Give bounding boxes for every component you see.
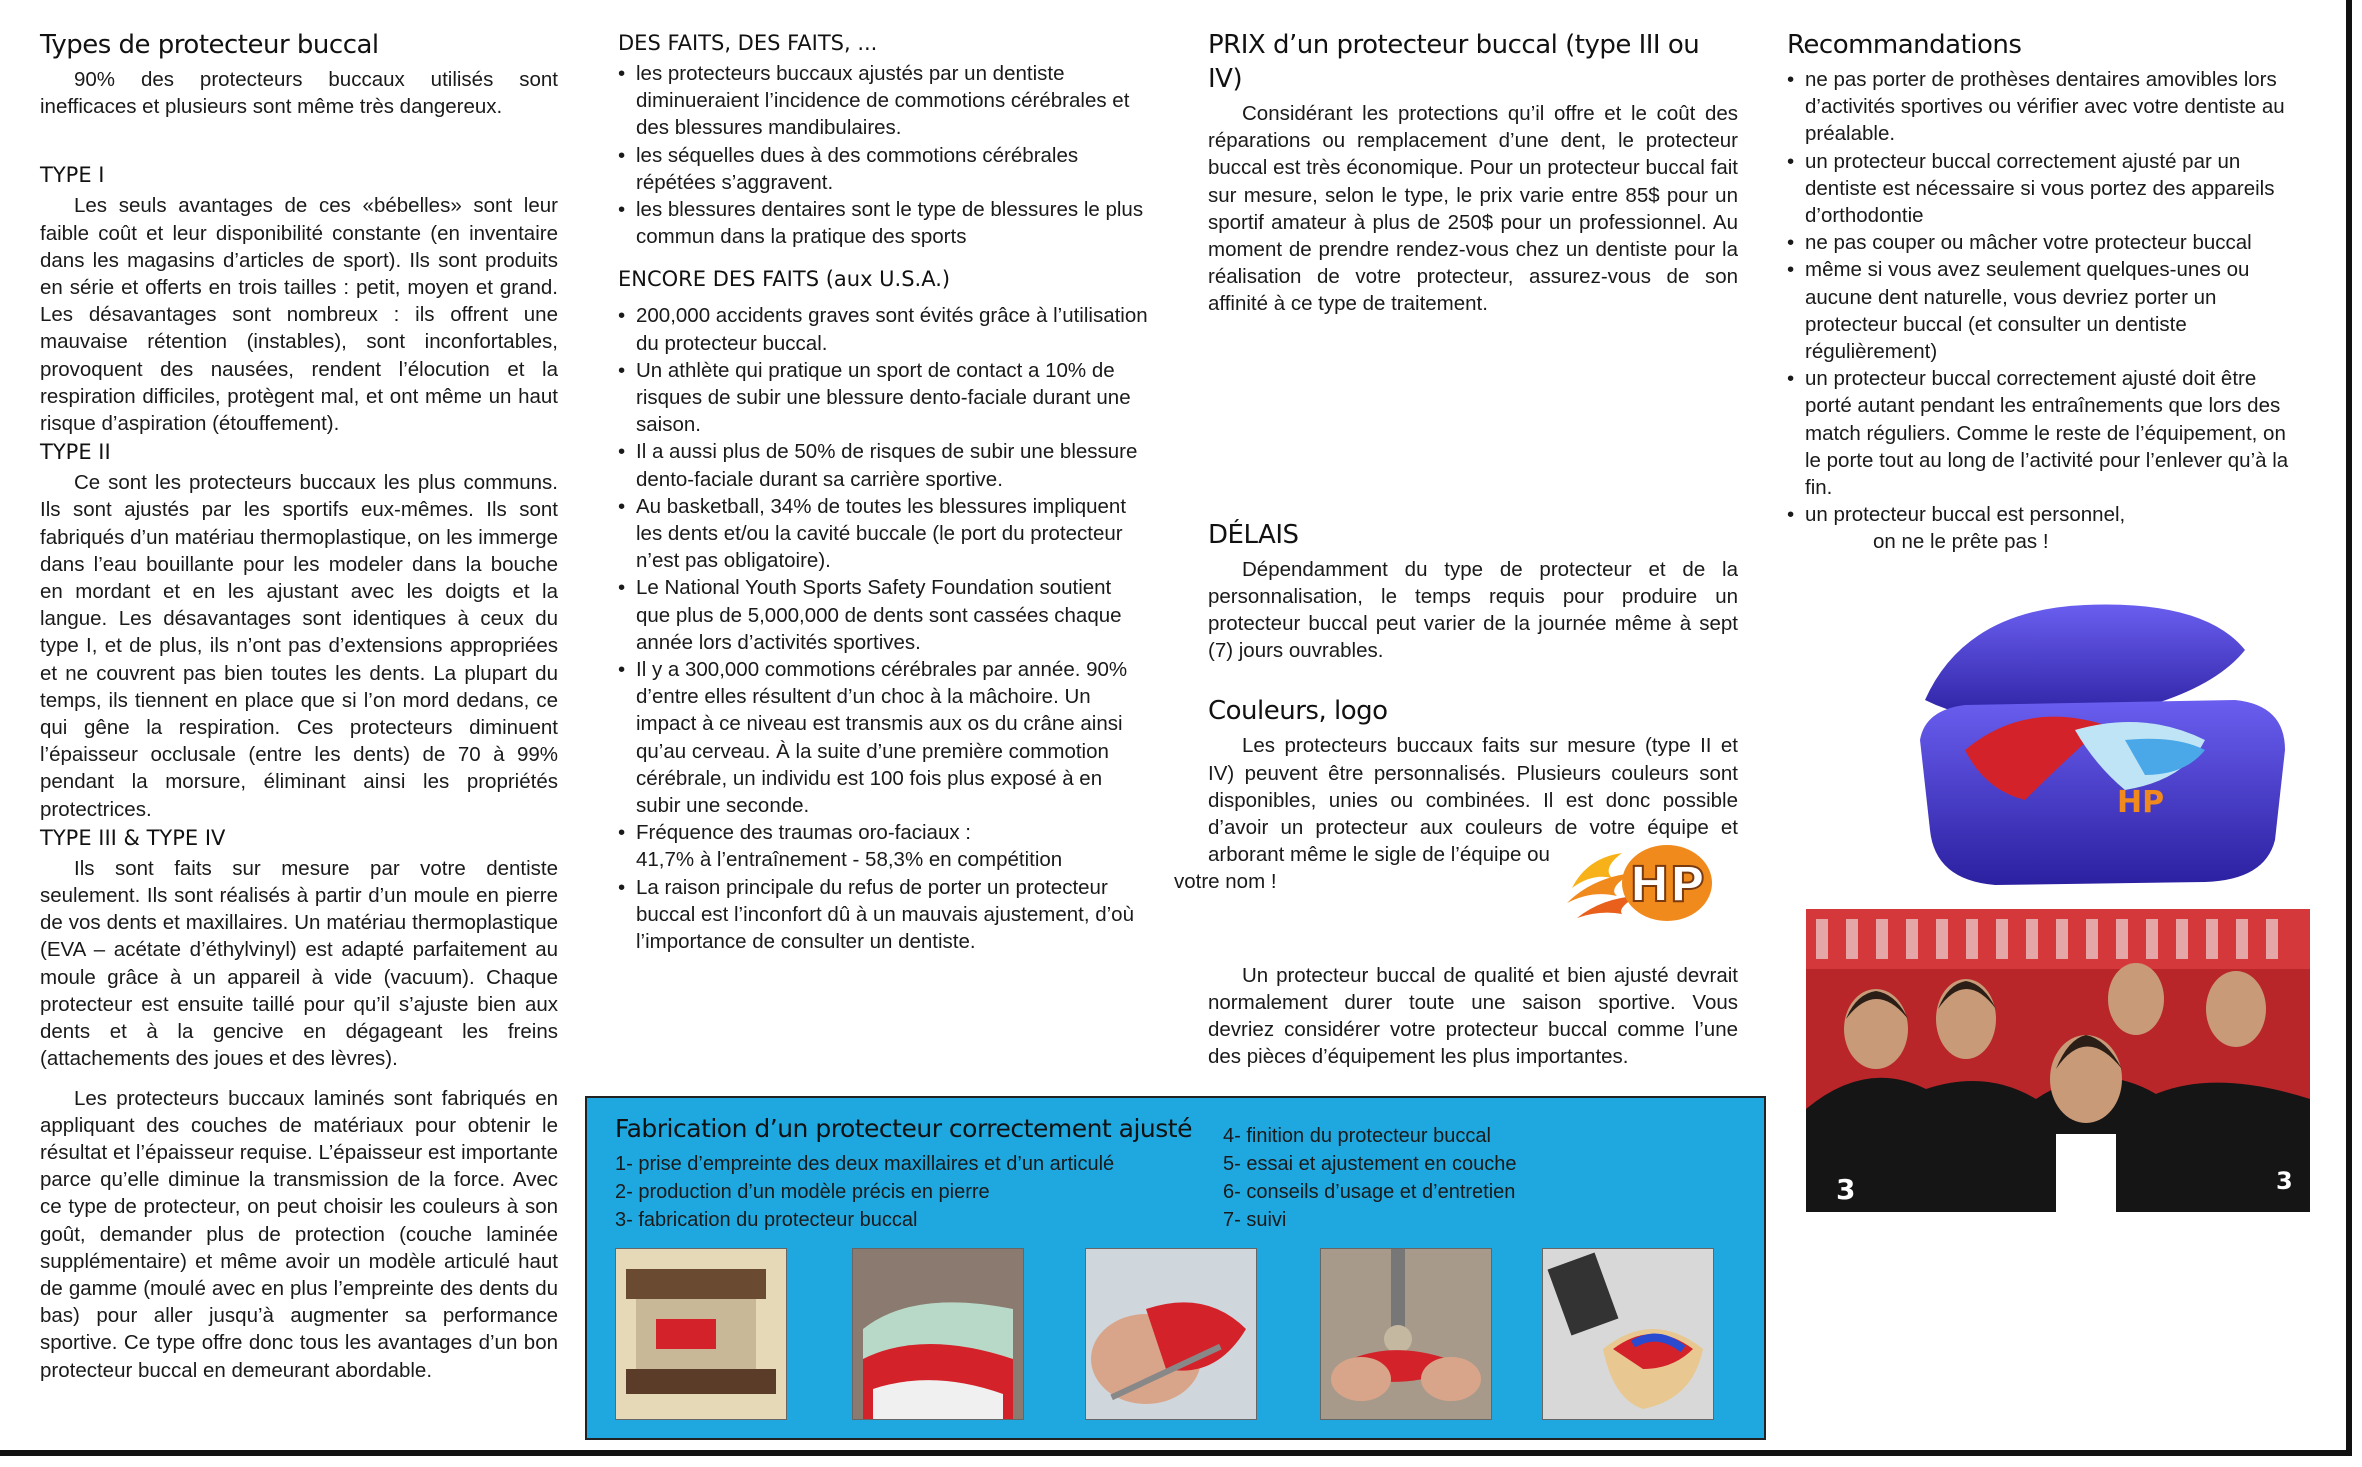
case-logo: HP (2117, 785, 2165, 820)
steps-left (615, 1150, 1114, 1234)
step-item: 6- conseils d’usage et d’entretien (1223, 1181, 1516, 1203)
type34-text-1: Ils sont faits sur mesure par votre dentiste seulement. Ils sont réalisés à partir d’un moule en pierre de vos dents et maxillaires. Un matériau thermoplastique (EVA – acétate d’éthylvinyl) est adapté parfaitement au moule grâce à un appareil à vide (vacuum). Chaque protecteur est ensuite taillé pour qu’il s’ajuste bien aux dents et à la gencive en dégageant les freins (attachements des joues et des lèvres). (40, 856, 558, 1071)
delais-title: DÉLAIS (1208, 519, 1299, 550)
type1-text: Les seuls avantages de ces «bébelles» sont leur faible coût et leur disponibilité constante (en inventaire dans les magasins d’articles de sport). Ils sont produits en série et offerts en trois tailles : petit, moyen et grand. Les désavantages sont nombreux : ils offrent une mauvaise rétention (instables), sont inconfortables, provoquent des nausées, rendent l’élocution et la respiration difficiles, protègent mal, et ont même un haut risque d’aspiration (étouffement). (40, 194, 558, 436)
closing-text: Un protecteur buccal de qualité et bien ajusté devrait normalement durer toute une saison sportive. Vous devriez considérer votre protecteur buccal comme l’une des pièces d’équipement les plus importantes. (1208, 963, 1738, 1069)
svg-text:3: 3 (2276, 1167, 2293, 1195)
logo-text: HP (1629, 857, 1705, 913)
photo-trimming (1085, 1248, 1257, 1420)
photo-stone-model (852, 1248, 1024, 1420)
delais-text: Dépendamment du type de protecteur et de la personnalisation, le temps requis pour produire un protecteur buccal peut varier de la journée même à sept (7) jours ouvrables. (1208, 557, 1738, 663)
step-item: 4- finition du protecteur buccal (1223, 1125, 1491, 1147)
list-item: • les blessures dentaires sont le type de blessures le plus commun dans la pratique des sports (618, 196, 1148, 250)
list-item: • même si vous avez seulement quelques-unes ou aucune dent naturelle, vous devriez porter un protecteur buccal (et consulter un dentiste régulièrement) (1787, 256, 2297, 365)
recommandations-title: Recommandations (1787, 30, 2022, 60)
last-line: on ne le prête pas ! (1873, 530, 2049, 554)
list-item: • les protecteurs buccaux ajustés par un dentiste diminueraient l’incidence de commotions cérébrales et des blessures mandibulaires. (618, 60, 1148, 142)
list-item: • Au basketball, 34% de toutes les blessures impliquent les dents et/ou la cavité buccale (le port du protecteur n’est pas obligatoire). (618, 493, 1148, 575)
couleurs-text-end: votre nom ! (1174, 870, 1277, 894)
types-intro: 90% des protecteurs buccaux utilisés sont inefficaces et plusieurs sont même très dangereux. (40, 68, 558, 119)
photo-vacuum-machine (615, 1248, 787, 1420)
type34-heading: TYPE III & TYPE IV (40, 825, 226, 850)
encore-faits-title: ENCORE DES FAITS (aux U.S.A.) (618, 267, 951, 292)
step-item: 7- suivi (1223, 1209, 1287, 1231)
types-title: Types de protecteur buccal (40, 30, 379, 60)
prix-title: PRIX d’un protecteur buccal (type III ou IV) (1208, 30, 1700, 94)
list-item: • Il a aussi plus de 50% de risques de subir une blessure dento-faciale durant sa carrière sportive. (618, 438, 1148, 492)
faits-list (618, 60, 1148, 250)
column-types (40, 28, 558, 1384)
list-item: • les séquelles dues à des commotions cérébrales répétées s’aggravent. (618, 142, 1148, 196)
step-item: 1- prise d’empreinte des deux maxillaires et d’un articulé (615, 1153, 1115, 1175)
column-recommandations (1787, 28, 2297, 556)
list-item: • Il y a 300,000 commotions cérébrales par année. 90% d’entre elles résultent d’un choc à la mâchoire. Un impact à ce niveau est transmis aux os du crâne ainsi qu’au cerveau. À la suite d’une première commotion cérébrale, un individu est 100 fois plus exposé à en subir une seconde. (618, 656, 1148, 819)
steps-right (1223, 1122, 1517, 1234)
type34-text-2: Les protecteurs buccaux laminés sont fabriqués en appliquant des couches de matériaux pour obtenir le résultat et l’épaisseur requise. L’épaisseur est importante parce qu’elle diminue la transmission de la force. Avec ce type de protecteur, on peut choisir les couleurs à son goût, demander plus de protection (couche laminée supplémentaire) et même avoir un modèle articulé haut de gamme (moulé avec en plus l’empreinte des dents du bas) pour aller jusqu’à augmenter sa performance sportive. Ce type offre donc tous les avantages d’un bon protecteur buccal en demeurant abordable. (40, 1086, 558, 1382)
list-item (618, 819, 1148, 873)
recommandations-list (1787, 66, 2297, 528)
step-item: 5- essai et ajustement en couche (1223, 1153, 1517, 1175)
step-item: 3- fabrication du protecteur buccal (615, 1209, 918, 1231)
list-item: • 200,000 accidents graves sont évités grâce à l’utilisation du protecteur buccal. (618, 302, 1148, 356)
list-item: • La raison principale du refus de porter un protecteur buccal est l’inconfort dû à un mauvais ajustement, d’où l’importance de consulter un dentiste. (618, 874, 1148, 956)
photo-finishing (1320, 1248, 1492, 1420)
prix-text: Considérant les protections qu’il offre et le coût des réparations ou remplacement d’une dent, le protecteur buccal est très économique. Pour un protecteur buccal fait sur mesure, selon le type, le prix varie entre 85$ pour un sportif amateur à plus de 250$ pour un professionnel. Au moment de prendre rendez-vous chez un dentiste pour la réalisation de votre protecteur, assurez-vous de son affinité à ce type de traitement. (1208, 102, 1738, 316)
list-item: • un protecteur buccal correctement ajusté par un dentiste est nécessaire si vous portez des appareils d’orthodontie (1787, 148, 2297, 230)
freq-label: Fréquence des traumas oro-faciaux : (636, 821, 971, 845)
fabrication-box (585, 1096, 1766, 1440)
list-item: • un protecteur buccal est personnel, (1787, 501, 2297, 528)
couleurs-title: Couleurs, logo (1208, 696, 1388, 727)
list-item: • Un athlète qui pratique un sport de contact a 10% de risques de subir une blessure dento-faciale durant une saison. (618, 357, 1148, 439)
type1-heading: TYPE I (40, 163, 105, 188)
type2-heading: TYPE II (40, 440, 111, 465)
list-item: • un protecteur buccal correctement ajusté doit être porté autant pendant les entraînements que lors des match réguliers. Comme le reste de l’équipement, on le porte tout au long de l’activité pour l’enlever qu’à la fin. (1787, 365, 2297, 501)
svg-text:3: 3 (1836, 1173, 1856, 1206)
mouthguard-case-image (1905, 590, 2305, 890)
photo-fitting (1542, 1248, 1714, 1420)
spacer (40, 120, 558, 160)
fabrication-title: Fabrication d’un protecteur correctement ajusté (615, 1114, 1192, 1143)
hockey-team-photo (1806, 909, 2310, 1212)
hp-flame-logo (1562, 828, 1722, 928)
faits-title: DES FAITS, DES FAITS, ... (618, 31, 878, 55)
step-item: 2- production d’un modèle précis en pierre (615, 1181, 990, 1203)
encore-faits-list (618, 302, 1148, 955)
freq-detail: 41,7% à l’entraînement - 58,3% en compétition (636, 848, 1063, 872)
column-faits (618, 28, 1148, 955)
couleurs-text: Les protecteurs buccaux faits sur mesure (type II et IV) peuvent être personnalisés. Plusieurs couleurs sont disponibles, unies ou combinées. Il est donc possible d’avoir un protecteur aux couleurs de votre équipe et arborant même le sigle de l’équipe ou votre nom ! (1208, 732, 1738, 895)
list-item: • ne pas porter de prothèses dentaires amovibles lors d’activités sportives ou vérifier avec votre dentiste au préalable. (1787, 66, 2297, 148)
list-item: • ne pas couper ou mâcher votre protecteur buccal (1787, 229, 2297, 256)
type2-text: Ce sont les protecteurs buccaux les plus communs. Ils sont ajustés par les sportifs eux-mêmes. Ils sont fabriqués d’un matériau thermoplastique, on les immerge dans l’eau bouillante pour les modeler dans la bouche en mordant et en les ajustant avec les doigts et la langue. Les désavantages sont identiques à ceux du type I, et de plus, ils n’ont pas d’extensions appropriées et ne couvrent pas bien toutes les dents. La plupart du temps, ils tiennent en place que si l’on mord dedans, ce qui gêne la respiration. Ces protecteurs diminuent l’épaisseur occlusale (entre les dents) de 70 à 99% pendant la morsure, éliminant ainsi les propriétés protectrices. (40, 471, 558, 821)
list-item: • Le National Youth Sports Safety Foundation soutient que plus de 5,000,000 de dents sont cassées chaque année lors d’activités sportives. (618, 574, 1148, 656)
